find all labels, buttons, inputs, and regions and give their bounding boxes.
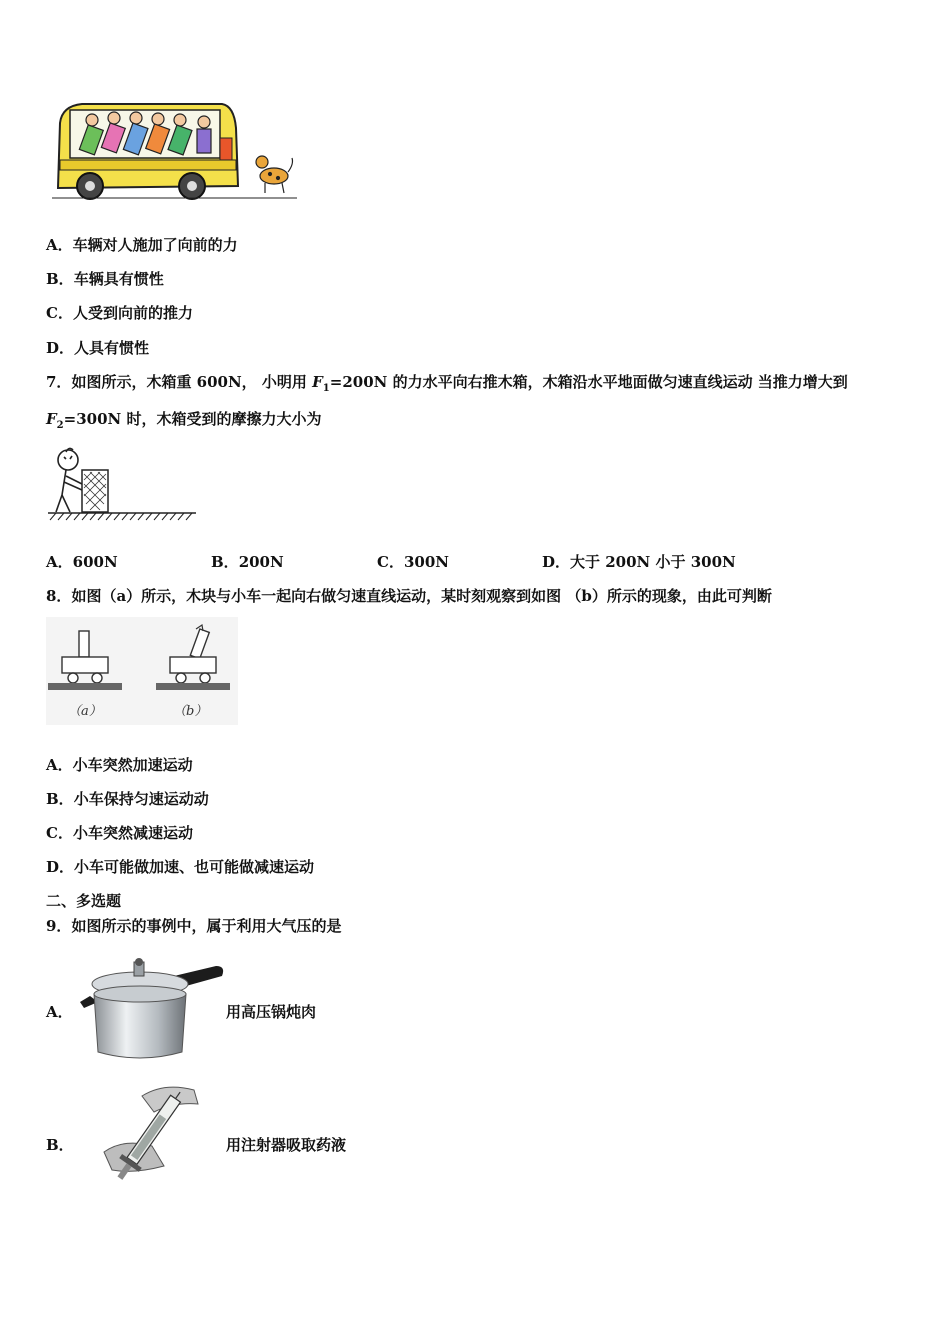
q9-option-b-text: 用注射器吸取药液 [226, 1136, 347, 1154]
q7-option-d [542, 552, 736, 572]
q7-stem-line1: 7．如图所示，木箱重 600N， 小明用 $F_1=200N$ 的力水平向右推木箱，木箱沿水平地面做匀速直线运动 当推力增大到 [46, 373, 848, 394]
option-text: 200N [238, 553, 284, 571]
fig-label-b: （b） [173, 704, 208, 719]
option-text: 人受到向前的推力 [72, 304, 193, 322]
option-letter: A． [46, 236, 73, 254]
option-letter: B． [46, 270, 74, 288]
option-text: 600N [72, 553, 118, 571]
q8-option-b [46, 789, 209, 809]
q8-option-d [46, 857, 314, 877]
fig-label-a: （a） [68, 704, 102, 719]
question-number: 7． [46, 373, 72, 391]
option-letter: C． [46, 824, 73, 842]
force-symbol: F [312, 373, 323, 391]
q7-option-b [211, 552, 284, 572]
option-text: 大于 200N 小于 300N [570, 553, 736, 571]
option-text: 小车保持匀速运动动 [73, 790, 209, 808]
q8-option-a [46, 755, 193, 775]
q9-option-b-letter: B． [46, 1136, 74, 1154]
q8-option-c [46, 823, 193, 843]
option-text: 小车突然减速运动 [72, 824, 193, 842]
option-letter: B． [211, 553, 239, 571]
option-text: 人具有惯性 [74, 339, 150, 357]
q7-option-a [46, 552, 118, 572]
q6-option-d [46, 338, 149, 358]
question-number: 9． [46, 917, 72, 935]
option-text: 小车可能做加速、也可能做减速运动 [74, 858, 315, 876]
option-text: 300N [403, 553, 449, 571]
bus-figure [52, 98, 297, 203]
pressure-cooker-image [78, 956, 228, 1064]
q7-option-c [377, 552, 449, 572]
option-text: 车辆具有惯性 [73, 270, 164, 288]
force-symbol: F [46, 410, 57, 428]
option-text: 小车突然加速运动 [72, 756, 193, 774]
option-letter: C． [377, 553, 404, 571]
section-title: 二、多选题 [46, 892, 122, 910]
q6-option-a [46, 235, 238, 255]
option-letter: A． [46, 756, 73, 774]
q7-stem-line2: $F_2=300N$ 时，木箱受到的摩擦力大小为 [46, 410, 322, 431]
push-box-figure [46, 440, 198, 524]
question-number: 8． [46, 587, 72, 605]
q9-option-a-text: 用高压锅炖肉 [226, 1003, 317, 1021]
q9-option-a-letter: A． [46, 1003, 73, 1021]
cart-figure [46, 617, 238, 725]
q6-option-c [46, 303, 193, 323]
option-letter: D． [542, 553, 571, 571]
q8-stem: 8．如图（a）所示，木块与小车一起向右做匀速直线运动，某时刻观察到如图 （b）所示的现象，由此可判断 [46, 587, 772, 605]
syringe-image [94, 1082, 202, 1194]
option-letter: C． [46, 304, 73, 322]
q6-option-b [46, 269, 164, 289]
option-letter: D． [46, 339, 75, 357]
option-text: 车辆对人施加了向前的力 [72, 236, 238, 254]
option-letter: B． [46, 790, 74, 808]
option-letter: D． [46, 858, 75, 876]
q9-stem: 9．如图所示的事例中，属于利用大气压的是 [46, 917, 342, 935]
option-letter: A． [46, 553, 73, 571]
